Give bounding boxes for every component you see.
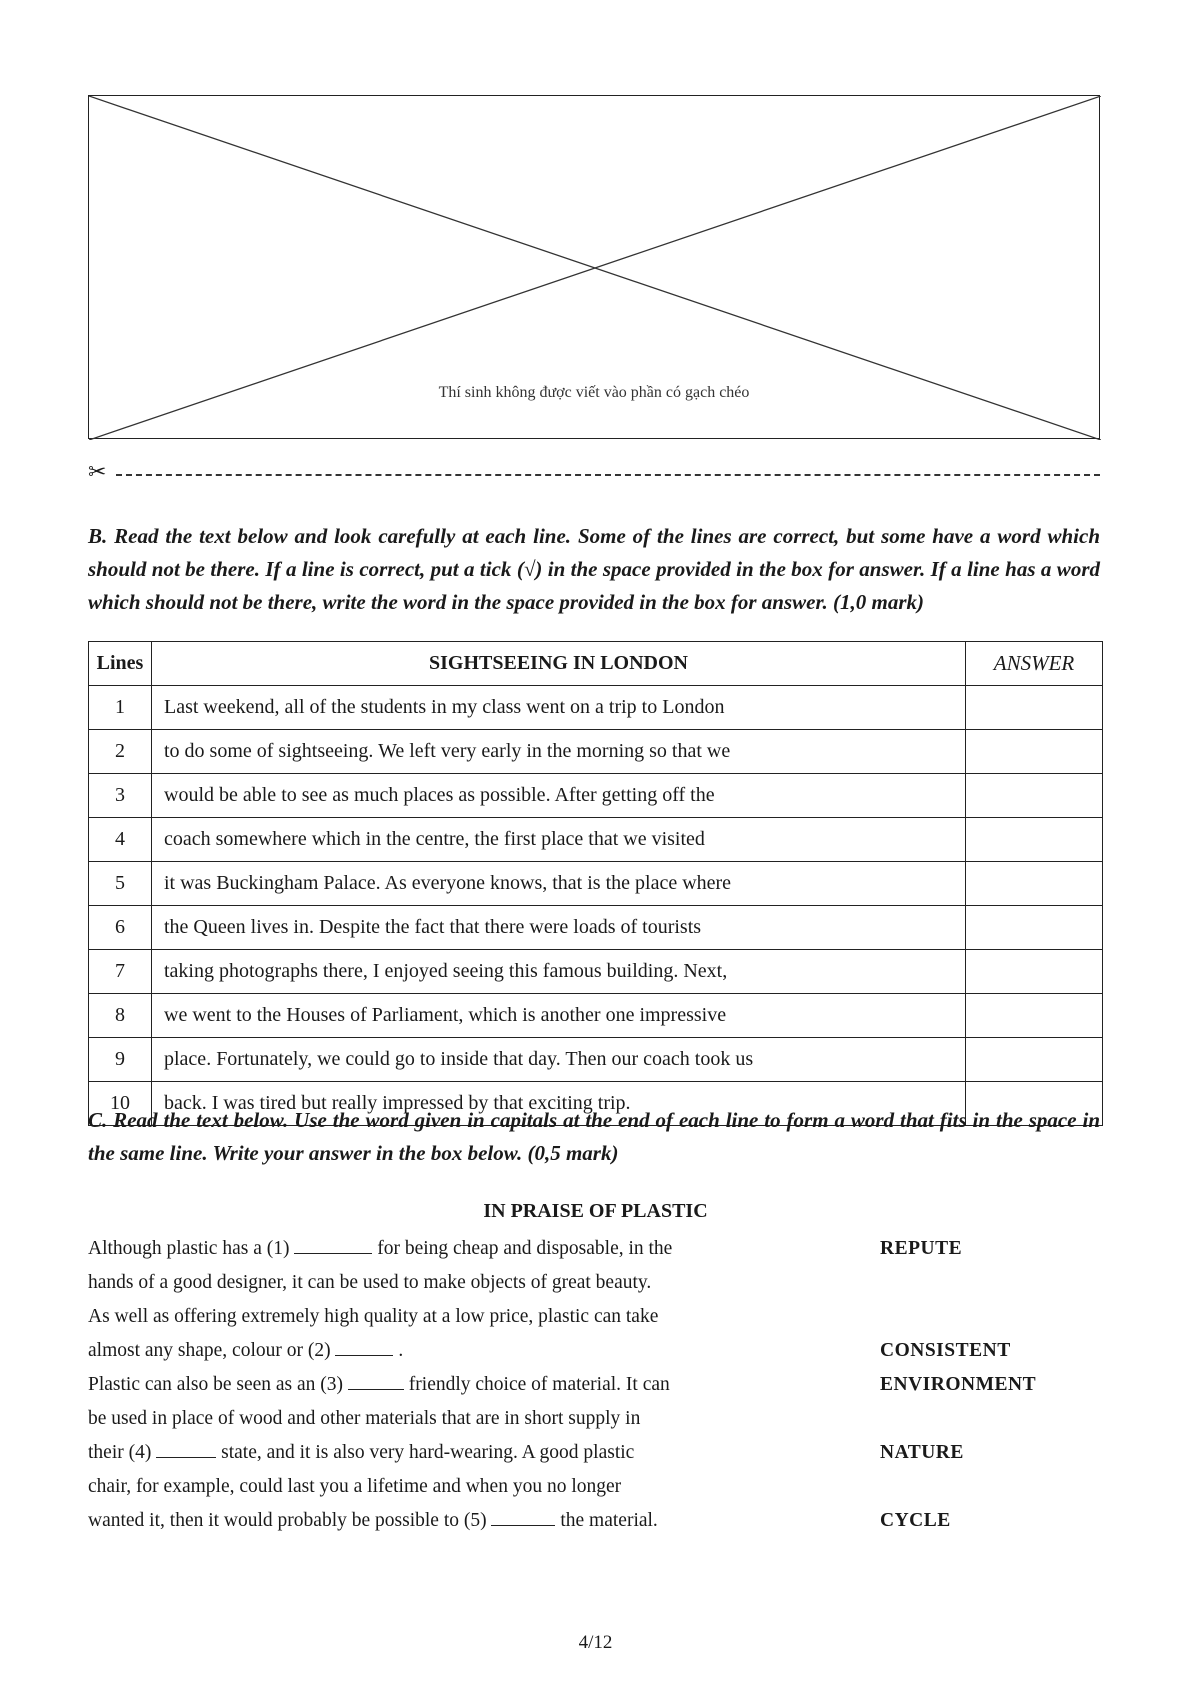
passage-text: hands of a good designer, it can be used to make objects of great beauty. — [88, 1272, 652, 1293]
table-row — [89, 774, 1103, 818]
sightseeing-table — [88, 641, 1103, 1126]
root-word: CYCLE — [880, 1510, 951, 1531]
root-word: REPUTE — [880, 1238, 963, 1259]
answer-cell[interactable] — [966, 862, 1103, 906]
plastic-passage — [88, 1232, 1103, 1538]
passage-text-cont: friendly choice of material. It can — [408, 1374, 670, 1395]
passage-line — [88, 1266, 1103, 1300]
table-header-row — [89, 642, 1103, 686]
line-number: 8 — [89, 994, 152, 1038]
table-row — [89, 1038, 1103, 1082]
line-text: we went to the Houses of Parliament, which is another one impressive — [152, 994, 966, 1038]
passage-line — [88, 1368, 1103, 1402]
passage-line — [88, 1470, 1103, 1504]
passage-line — [88, 1504, 1103, 1538]
passage-text: almost any shape, colour or (2) — [88, 1340, 331, 1361]
gap-blank[interactable] — [294, 1235, 372, 1254]
line-number: 7 — [89, 950, 152, 994]
passage-line — [88, 1334, 1103, 1368]
passage-text: their (4) — [88, 1442, 152, 1463]
line-number: 2 — [89, 730, 152, 774]
line-number: 3 — [89, 774, 152, 818]
col-answer-header: ANSWER — [966, 642, 1103, 686]
section-c-instruction: C. Read the text below. Use the word given in capitals at the end of each line to form a word that fits in the space in the same line. Write your answer in the box below. (0,5 mark) — [88, 1108, 1100, 1165]
line-text: the Queen lives in. Despite the fact that there were loads of tourists — [152, 906, 966, 950]
answer-cell[interactable] — [966, 906, 1103, 950]
passage-text: Plastic can also be seen as an (3) — [88, 1374, 344, 1395]
answer-cell[interactable] — [966, 730, 1103, 774]
line-number: 4 — [89, 818, 152, 862]
line-text: would be able to see as much places as possible. After getting off the — [152, 774, 966, 818]
col-lines-header: Lines — [89, 642, 152, 686]
passage-text: Although plastic has a (1) — [88, 1238, 290, 1259]
answer-cell[interactable] — [966, 1038, 1103, 1082]
line-text: place. Fortunately, we could go to inside that day. Then our coach took us — [152, 1038, 966, 1082]
no-writing-box — [88, 95, 1100, 439]
table-row — [89, 686, 1103, 730]
col-title-header: SIGHTSEEING IN LONDON — [152, 642, 966, 686]
page-number: 4/12 — [578, 1632, 613, 1653]
table-row — [89, 862, 1103, 906]
gap-blank[interactable] — [156, 1439, 216, 1458]
line-number: 5 — [89, 862, 152, 906]
passage-text-cont: the material. — [560, 1510, 658, 1531]
passage-text: be used in place of wood and other materials that are in short supply in — [88, 1408, 641, 1429]
root-word: NATURE — [880, 1442, 964, 1463]
root-word: CONSISTENT — [880, 1340, 1011, 1361]
passage-text: wanted it, then it would probably be possible to (5) — [88, 1510, 487, 1531]
line-text: back. I was tired but really impressed by that exciting trip. — [152, 1082, 966, 1126]
table-row — [89, 950, 1103, 994]
root-word: ENVIRONMENT — [880, 1374, 1037, 1395]
passage-line — [88, 1402, 1103, 1436]
table-row — [89, 994, 1103, 1038]
passage-text: chair, for example, could last you a lifetime and when you no longer — [88, 1476, 622, 1497]
no-writing-note: Thí sinh không được viết vào phần có gạch chéo — [438, 384, 750, 401]
answer-cell[interactable] — [966, 686, 1103, 730]
gap-blank[interactable] — [335, 1337, 393, 1356]
line-text: to do some of sightseeing. We left very early in the morning so that we — [152, 730, 966, 774]
line-text: Last weekend, all of the students in my class went on a trip to London — [152, 686, 966, 730]
answer-cell[interactable] — [966, 950, 1103, 994]
passage-title: IN PRAISE OF PLASTIC — [483, 1200, 708, 1222]
passage-line — [88, 1300, 1103, 1334]
line-number: 6 — [89, 906, 152, 950]
line-text: it was Buckingham Palace. As everyone knows, that is the place where — [152, 862, 966, 906]
passage-line — [88, 1232, 1103, 1266]
table-row — [89, 906, 1103, 950]
line-text: coach somewhere which in the centre, the first place that we visited — [152, 818, 966, 862]
passage-text: As well as offering extremely high quality at a low price, plastic can take — [88, 1306, 659, 1327]
dashed-divider — [116, 474, 1100, 476]
passage-text-cont: for being cheap and disposable, in the — [377, 1238, 673, 1259]
table-row — [89, 730, 1103, 774]
gap-blank[interactable] — [348, 1371, 404, 1390]
line-number: 1 — [89, 686, 152, 730]
line-number: 9 — [89, 1038, 152, 1082]
line-text: taking photographs there, I enjoyed seeing this famous building. Next, — [152, 950, 966, 994]
passage-line — [88, 1436, 1103, 1470]
passage-text-cont: state, and it is also very hard-wearing. A good plastic — [221, 1442, 635, 1463]
answer-cell[interactable] — [966, 994, 1103, 1038]
line-number: 10 — [89, 1082, 152, 1126]
gap-blank[interactable] — [491, 1507, 555, 1526]
table-row — [89, 818, 1103, 862]
passage-text-cont: . — [398, 1340, 404, 1361]
cut-line — [88, 462, 1100, 486]
answer-cell[interactable] — [966, 774, 1103, 818]
scissors-icon: ✂ — [88, 460, 107, 485]
answer-cell[interactable] — [966, 818, 1103, 862]
section-b-instruction: B. Read the text below and look carefully at each line. Some of the lines are correct, but some have a word which should not be there. If a line is correct, put a tick (√) in the space provided in the box for answer. If a line has a word which should not be there, write the word in the space provided in the box for answer. (1,0 mark) — [88, 524, 1100, 614]
